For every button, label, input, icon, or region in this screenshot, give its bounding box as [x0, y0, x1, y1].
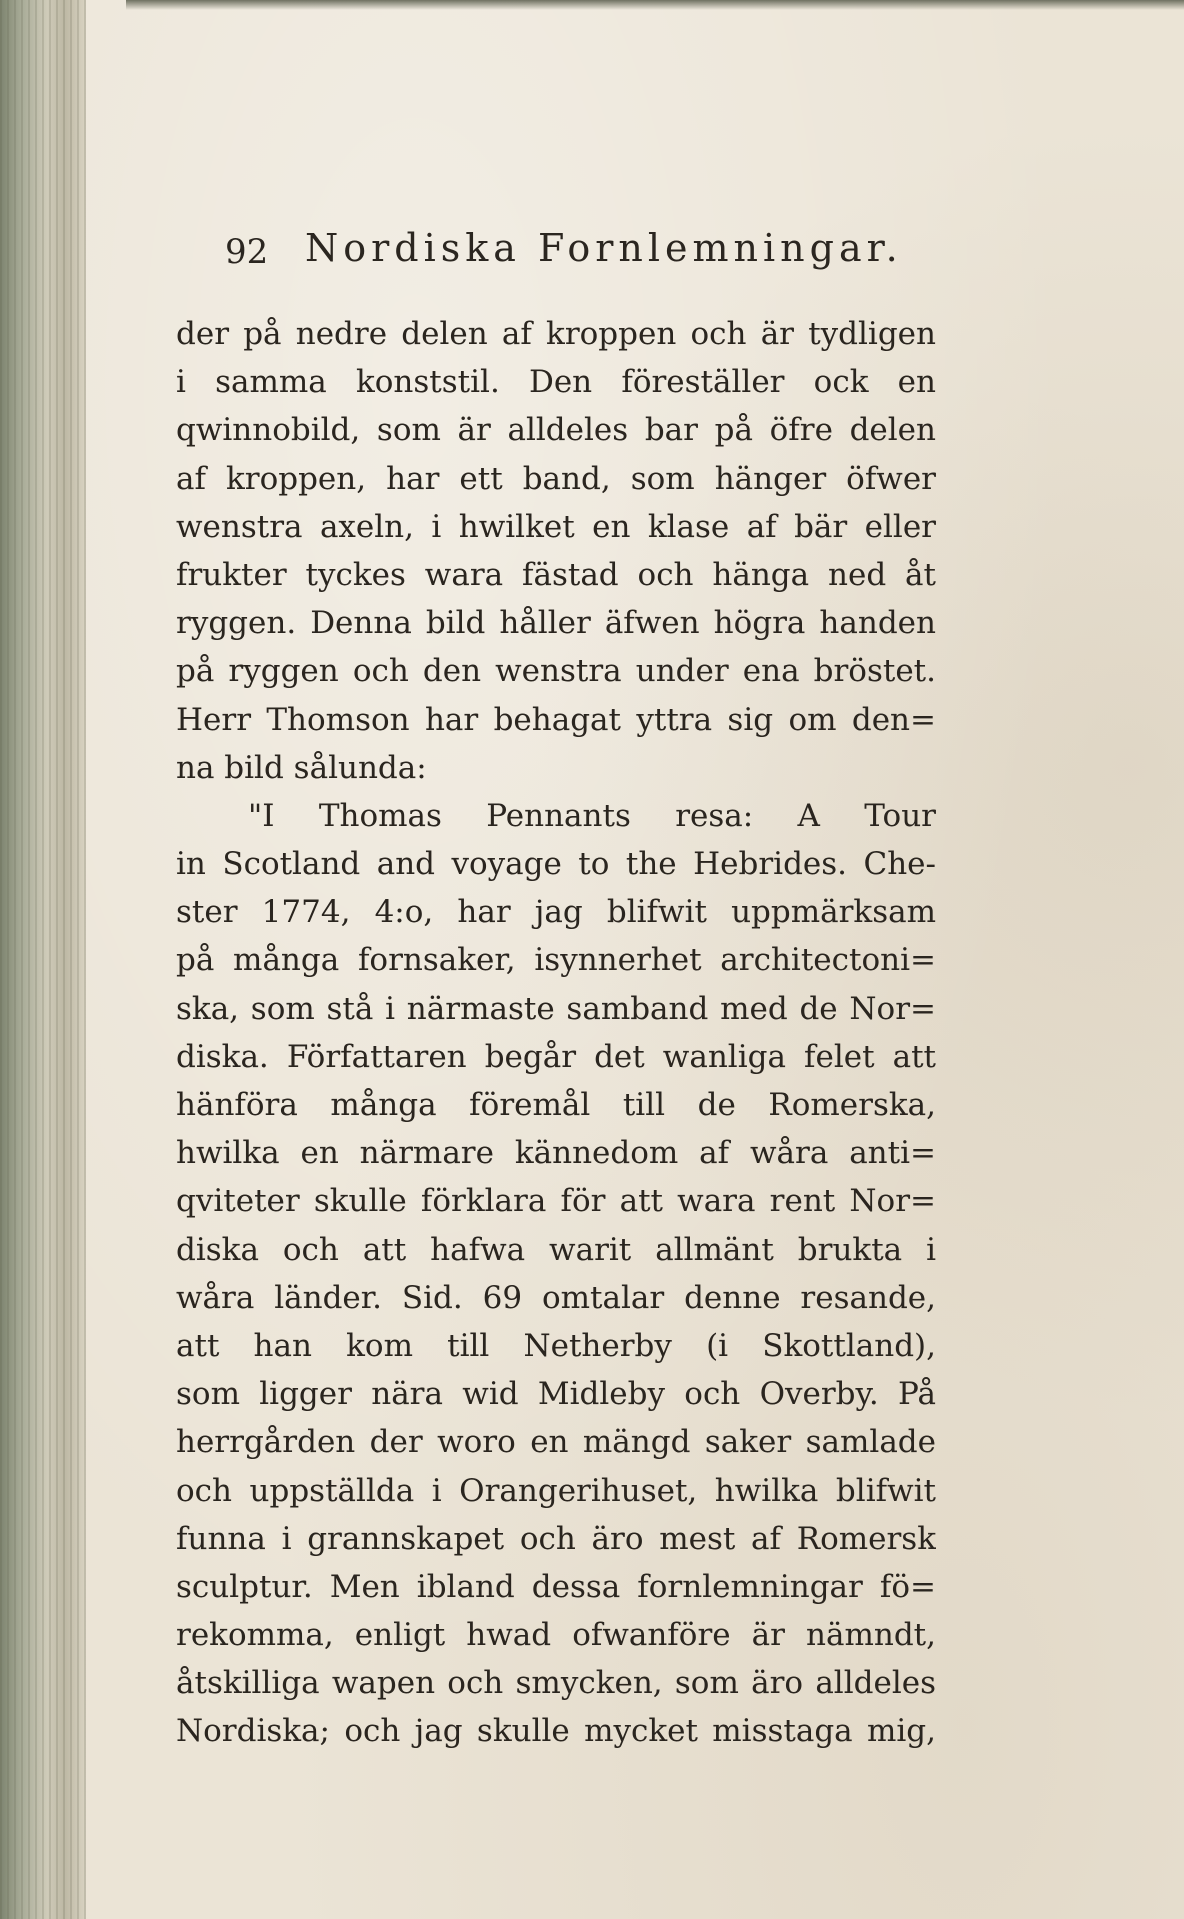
- text-line: diska och att hafwa warit allmänt brukta i: [176, 1231, 936, 1268]
- text-line: wåra länder. Sid. 69 omtalar denne resande,: [176, 1279, 936, 1316]
- text-line: herrgården der woro en mängd saker samlade: [176, 1424, 936, 1461]
- text-line: in Scotland and voyage to the Hebrides. Che-: [176, 846, 936, 883]
- text-line: i samma konststil. Den föreställer ock en: [176, 364, 936, 401]
- text-line: frukter tyckes wara fästad och hänga ned åt: [176, 556, 936, 593]
- text-line: diska. Författaren begår det wanliga felet att: [176, 1038, 936, 1075]
- text-line: att han kom till Netherby (i Skottland),: [176, 1327, 936, 1364]
- page-number: 92: [225, 232, 269, 272]
- text-line: wenstra axeln, i hwilket en klase af bär eller: [176, 508, 936, 545]
- body-text: [176, 310, 936, 1756]
- page-header: [225, 222, 1025, 282]
- text-line: qwinnobild, som är alldeles bar på öfre delen: [176, 412, 936, 449]
- text-line: der på nedre delen af kroppen och är tydligen: [176, 316, 936, 352]
- text-line: hänföra många föremål till de Romerska,: [176, 1087, 936, 1123]
- text-line: hwilka en närmare kännedom af wåra anti=: [176, 1135, 936, 1172]
- text-line: ska, som stå i närmaste samband med de Nor=: [176, 990, 936, 1027]
- text-line: Nordiska; och jag skulle mycket misstaga mig,: [176, 1713, 936, 1750]
- text-line: på ryggen och den wenstra under ena bröstet.: [176, 653, 936, 690]
- text-line: och uppställda i Orangerihuset, hwilka blifwit: [176, 1472, 936, 1509]
- book-fore-edge: [0, 0, 86, 1919]
- text-line: sculptur. Men ibland dessa fornlemningar fö=: [176, 1568, 936, 1605]
- text-line: ster 1774, 4:o, har jag blifwit uppmärksam: [176, 894, 936, 931]
- text-line: på många fornsaker, isynnerhet architectoni=: [176, 942, 936, 979]
- text-line: Herr Thomson har behagat yttra sig om den=: [176, 701, 936, 738]
- text-line: funna i grannskapet och äro mest af Romersk: [176, 1520, 936, 1557]
- text-line: qviteter skulle förklara för att wara rent Nor=: [176, 1183, 936, 1220]
- text-line: na bild sålunda:: [176, 749, 427, 786]
- top-shadow: [126, 0, 1184, 10]
- text-line: "I Thomas Pennants resa: A Tour: [248, 797, 936, 834]
- text-line: åtskilliga wapen och smycken, som äro alldeles: [176, 1665, 936, 1702]
- text-line: af kroppen, har ett band, som hänger öfwer: [176, 460, 936, 497]
- running-title: Nordiska Fornlemningar.: [305, 226, 903, 270]
- text-line: rekomma, enligt hwad ofwanföre är nämndt,: [176, 1617, 936, 1654]
- text-line: som ligger nära wid Midleby och Overby. På: [176, 1376, 936, 1413]
- text-line: ryggen. Denna bild håller äfwen högra handen: [176, 605, 936, 642]
